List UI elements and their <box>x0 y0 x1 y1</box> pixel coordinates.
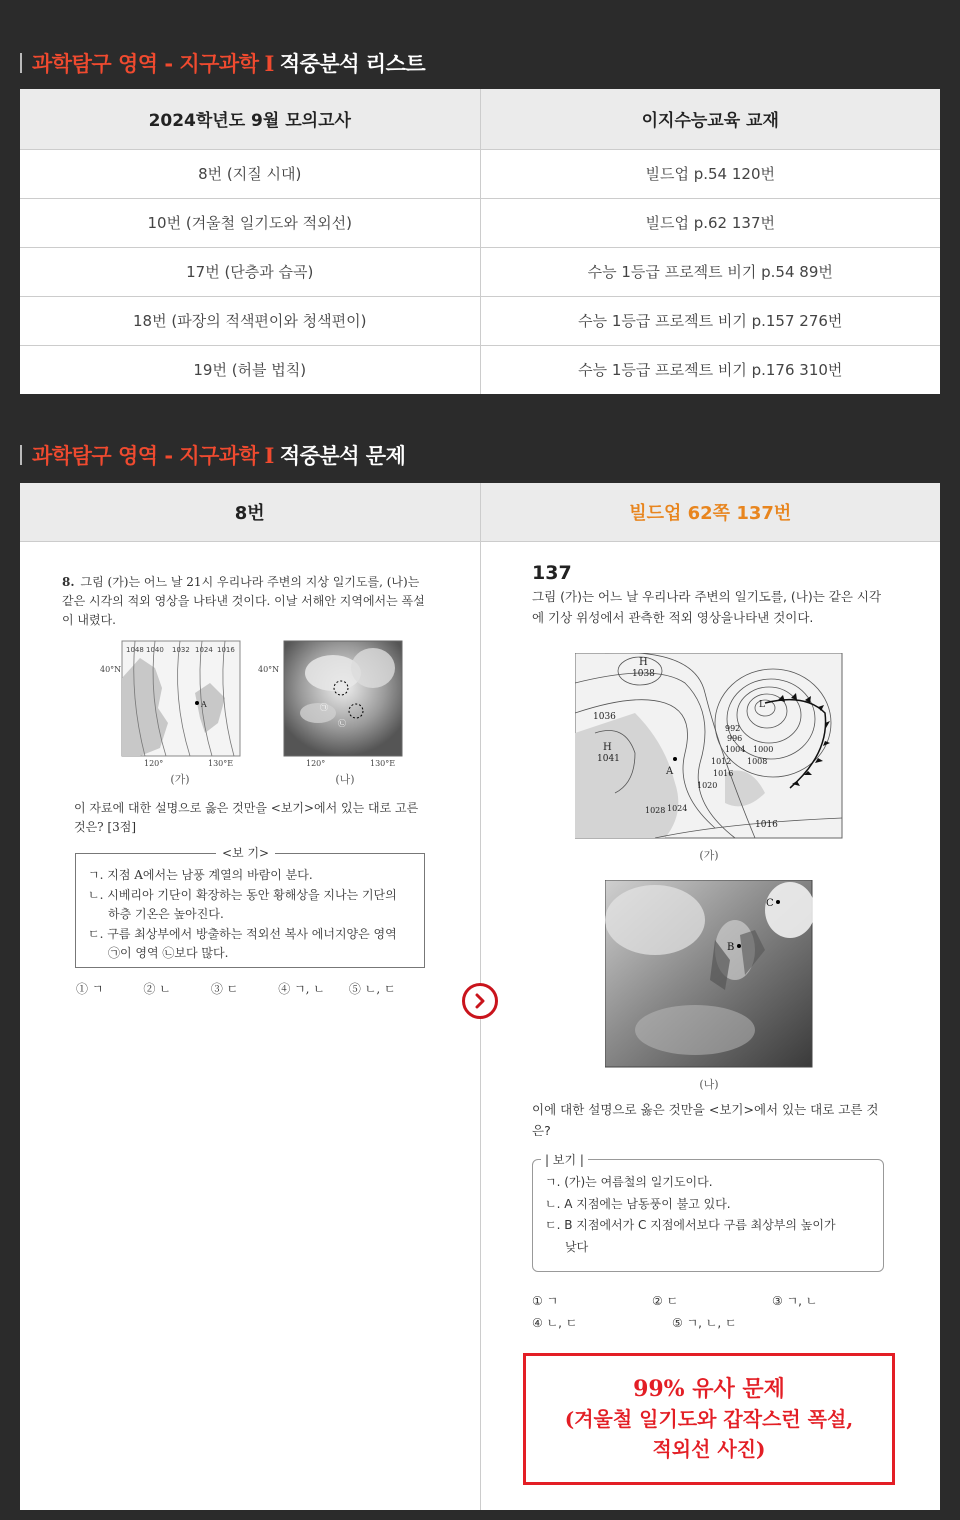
isobar-label: 1020 <box>697 781 718 790</box>
title-white: 적중분석 리스트 <box>279 52 426 76</box>
bogi-item: 하층 기온은 높아진다. <box>108 907 224 921</box>
choice: ⑤ ㄴ, ㄷ <box>348 982 396 996</box>
bogi-item: ㄷ. B 지점에서가 C 지점에서보다 구름 최상부의 높이가 <box>545 1218 836 1232</box>
isobar-label: 1016 <box>713 769 734 778</box>
section-title-list <box>20 48 425 78</box>
isobar-label: 996 <box>727 734 743 743</box>
high-label: H <box>639 657 648 668</box>
table-cell: 18번 (파장의 적색편이와 청색편이) <box>20 296 480 345</box>
choice-row <box>532 1312 892 1334</box>
choice: ① ㄱ <box>532 1294 559 1308</box>
table-header-textbook: 이지수능교육 교재 <box>480 89 940 149</box>
table-row <box>20 198 940 247</box>
table-row <box>20 345 940 394</box>
exam-weather-map <box>100 638 270 768</box>
textbook-fig-a-caption: (가) <box>699 849 719 862</box>
table-cell: 빌드업 p.62 137번 <box>480 198 940 247</box>
exam-satellite-image <box>258 638 428 768</box>
table-cell: 10번 (겨울철 일기도와 적외선) <box>20 198 480 247</box>
table-cell: 빌드업 p.54 120번 <box>480 149 940 198</box>
choice: ③ ㄱ, ㄴ <box>772 1294 818 1308</box>
latitude-label: 40°N <box>258 665 280 674</box>
textbook-weather-map <box>575 653 843 839</box>
isobar-label: 1048 <box>126 646 144 654</box>
table-cell: 19번 (허블 법칙) <box>20 345 480 394</box>
bogi-item: 낮다 <box>565 1239 589 1254</box>
bogi-item: ㉠이 영역 ㉡보다 많다. <box>108 946 229 960</box>
textbook-satellite-image <box>605 880 813 1068</box>
similarity-badge <box>523 1353 895 1485</box>
point-a-label: A <box>201 700 207 709</box>
isobar-label: 1024 <box>195 646 213 654</box>
point-a-marker <box>673 757 677 761</box>
high-value: 1041 <box>597 754 620 764</box>
isobar-label: 1028 <box>645 806 666 815</box>
textbook-question-text: 그림 (가)는 어느 날 우리나라 주변의 일기도를, (나)는 같은 시각에 기상 위성에서 관측한 적외 영상을나타낸 것이다. <box>532 589 882 625</box>
table-row <box>20 296 940 345</box>
exam-question <box>62 573 432 630</box>
point-c-marker <box>776 900 780 904</box>
isobar-label: 992 <box>725 724 741 733</box>
bogi-item: ㄴ. A 지점에는 남동풍이 불고 있다. <box>545 1196 731 1211</box>
choice-row <box>532 1290 892 1312</box>
similarity-detail: 적외선 사진) <box>652 1437 766 1461</box>
section-title-problem <box>20 440 405 470</box>
textbook-prompt-text: 이에 대한 설명으로 옳은 것만을 <보기>에서 있는 대로 고른 것은? <box>532 1102 879 1138</box>
low-label: L <box>759 700 765 710</box>
exam-prompt-text: 이 자료에 대한 설명으로 옳은 것만을 <보기>에서 있는 대로 고른 것은? [3점] <box>74 801 419 834</box>
table-header-row <box>20 89 940 149</box>
choice: ⑤ ㄱ, ㄴ, ㄷ <box>672 1316 737 1330</box>
choice: ① ㄱ <box>76 982 104 996</box>
textbook-bogi-box <box>532 1153 884 1272</box>
longitude-label: 120° <box>306 759 326 768</box>
isobar-label: 1024 <box>667 804 688 813</box>
panel-header-left: 8번 <box>20 483 481 541</box>
bogi-title: <보 기> <box>216 844 275 864</box>
point-b-marker <box>737 944 741 948</box>
textbook-prompt <box>532 1099 885 1141</box>
title-red: 과학탐구 영역 - 지구과학 <box>32 444 259 468</box>
exam-fig-a-caption: (가) <box>170 773 190 786</box>
latitude-label: 40°N <box>100 665 122 674</box>
bogi-item: ㄴ. 시베리아 기단이 확장하는 동안 황해상을 지나는 기단의 <box>88 887 397 902</box>
point-b-label: B <box>727 942 735 953</box>
point-a-marker <box>195 701 199 705</box>
textbook-question-number: 137 <box>532 562 572 584</box>
point-a-label: A <box>666 766 674 777</box>
region1-label: ㉠ <box>320 703 328 712</box>
title-bar <box>20 53 22 73</box>
title-red: 과학탐구 영역 - 지구과학 <box>32 52 259 76</box>
table-cell: 수능 1등급 프로젝트 비기 p.157 276번 <box>480 296 940 345</box>
isobar-label: 1012 <box>711 757 732 766</box>
isobar-label: 1016 <box>217 646 235 654</box>
point-c-label: C <box>766 898 774 909</box>
table-cell: 수능 1등급 프로젝트 비기 p.54 89번 <box>480 247 940 296</box>
table-cell: 17번 (단층과 습곡) <box>20 247 480 296</box>
panel-header-right: 빌드업 62쪽 137번 <box>629 503 792 524</box>
choice: ② ㄷ <box>652 1294 679 1308</box>
exam-fig-b-caption: (나) <box>335 773 355 786</box>
hit-analysis-table <box>20 89 940 394</box>
table-row <box>20 149 940 198</box>
exam-choices <box>76 980 436 997</box>
longitude-label: 120° <box>144 759 164 768</box>
bogi-title: | 보기 | <box>541 1150 588 1172</box>
title-roman: Ⅰ <box>264 442 274 468</box>
panel-header <box>20 483 940 542</box>
table-row <box>20 247 940 296</box>
isobar-label: 1040 <box>146 646 164 654</box>
isobar-label: 1016 <box>755 820 778 830</box>
table-header-exam: 2024학년도 9월 모의고사 <box>20 89 480 149</box>
exam-question-body: 그림 (가)는 어느 날 21시 우리나라 주변의 지상 일기도를, (나)는 같은 시각의 적외 영상을 나타낸 것이다. 이날 서해안 지역에서는 폭설이 내렸다. <box>62 575 425 627</box>
bogi-item: ㄷ. 구름 최상부에서 방출하는 적외선 복사 에너지양은 영역 <box>88 926 397 941</box>
longitude-label: 130°E <box>208 759 234 768</box>
title-bar <box>20 445 22 465</box>
arrow-right-icon <box>462 983 498 1019</box>
longitude-label: 130°E <box>370 759 396 768</box>
textbook-question <box>532 563 885 628</box>
isobar-label: 1004 <box>725 745 746 754</box>
choice: ③ ㄷ <box>210 982 239 996</box>
bogi-item: ㄱ. (가)는 여름철의 일기도이다. <box>545 1175 713 1189</box>
isobar-label: 1032 <box>172 646 190 654</box>
choice: ② ㄴ <box>143 982 171 996</box>
bogi-item: ㄱ. 지점 A에서는 남풍 계열의 바람이 분다. <box>88 868 313 882</box>
textbook-fig-b-caption: (나) <box>699 1078 719 1091</box>
isobar-label: 1036 <box>593 712 616 722</box>
isobar-label: 1000 <box>753 745 774 754</box>
table-cell: 8번 (지질 시대) <box>20 149 480 198</box>
comparison-panel <box>20 483 940 1510</box>
exam-bogi-box <box>75 846 425 968</box>
isobar-label: 1008 <box>747 757 768 766</box>
title-white: 적중분석 문제 <box>279 444 406 468</box>
exam-question-number: 8. <box>62 575 75 589</box>
panel-divider <box>480 542 481 1510</box>
title-roman: Ⅰ <box>264 50 274 76</box>
choice: ④ ㄱ, ㄴ <box>278 982 325 996</box>
textbook-choices <box>532 1290 892 1334</box>
choice: ④ ㄴ, ㄷ <box>532 1316 578 1330</box>
exam-question-text <box>62 573 432 630</box>
high-value: 1038 <box>632 669 655 679</box>
table-cell: 수능 1등급 프로젝트 비기 p.176 310번 <box>578 361 843 380</box>
similarity-detail: (겨울철 일기도와 갑작스런 폭설, <box>564 1407 854 1431</box>
similarity-headline: 99% 유사 문제 <box>633 1376 785 1402</box>
exam-prompt <box>62 799 432 837</box>
high-label: H <box>603 742 612 753</box>
region2-label: ㉡ <box>338 719 346 728</box>
